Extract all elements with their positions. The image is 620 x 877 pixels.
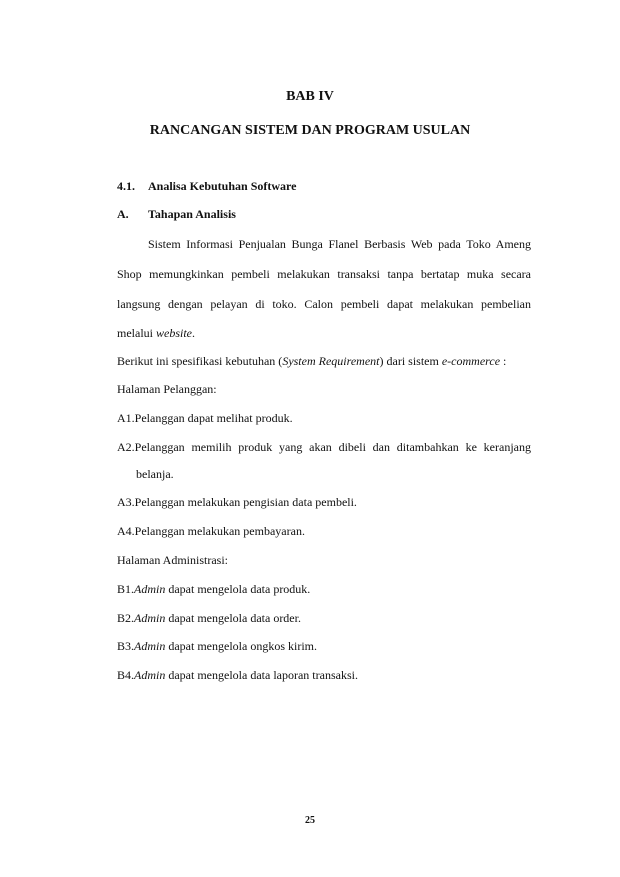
item-code: B4. bbox=[117, 668, 135, 682]
chapter-heading: BAB IV bbox=[286, 89, 334, 104]
item-code: A4. bbox=[117, 524, 135, 538]
item-code: A3. bbox=[117, 495, 135, 509]
list-item bbox=[117, 610, 531, 626]
item-italic: Admin bbox=[134, 639, 166, 653]
paragraph-line-3: langsung dengan pelayan di toko. Calon pembeli dapat melakukan pembelian bbox=[117, 297, 531, 311]
item-text: dapat mengelola data produk. bbox=[165, 582, 311, 596]
paragraph-line-4-suffix: . bbox=[192, 326, 195, 340]
item-code: A1. bbox=[117, 411, 135, 425]
item-text: dapat mengelola data order. bbox=[165, 611, 301, 625]
section-title: Analisa Kebutuhan Software bbox=[148, 179, 297, 193]
spec-intro bbox=[117, 353, 531, 369]
paragraph-line-4-italic: website bbox=[156, 326, 192, 340]
list-item-continuation: belanja. bbox=[136, 467, 174, 481]
list-item bbox=[117, 523, 531, 539]
item-code: B3. bbox=[117, 639, 135, 653]
item-text: Pelanggan melakukan pengisian data pembeli. bbox=[134, 495, 357, 509]
page-number: 25 bbox=[305, 815, 315, 826]
section-number: 4.1. bbox=[117, 179, 135, 193]
list-item bbox=[117, 439, 531, 455]
list-item bbox=[117, 581, 531, 597]
spec-intro-italic-1: System Requirement bbox=[282, 354, 380, 368]
item-text: Pelanggan dapat melihat produk. bbox=[134, 411, 293, 425]
item-text: Pelanggan memilih produk yang akan dibeli dan ditambahkan ke keranjang bbox=[134, 440, 531, 454]
item-text: dapat mengelola data laporan transaksi. bbox=[165, 668, 358, 682]
spec-intro-prefix: Berikut ini spesifikasi kebutuhan ( bbox=[117, 354, 283, 368]
paragraph-line-2: Shop memungkinkan pembeli melakukan transaksi tanpa bertatap muka secara bbox=[117, 267, 531, 281]
admin-heading: Halaman Administrasi: bbox=[117, 553, 228, 567]
customer-heading: Halaman Pelanggan: bbox=[117, 382, 217, 396]
paragraph-line-4 bbox=[117, 325, 531, 341]
item-italic: Admin bbox=[134, 668, 166, 682]
item-code: B1. bbox=[117, 582, 135, 596]
paragraph-line-1: Sistem Informasi Penjualan Bunga Flanel Berbasis Web pada Toko Ameng bbox=[148, 237, 531, 251]
spec-intro-middle: ) dari sistem bbox=[379, 354, 442, 368]
section-heading bbox=[117, 178, 531, 194]
item-code: B2. bbox=[117, 611, 135, 625]
chapter-title: RANCANGAN SISTEM DAN PROGRAM USULAN bbox=[149, 123, 471, 138]
item-text: Pelanggan melakukan pembayaran. bbox=[134, 524, 305, 538]
spec-intro-italic-2: e-commerce bbox=[441, 354, 501, 368]
list-item bbox=[117, 667, 531, 683]
list-item bbox=[117, 494, 531, 510]
subsection-title: Tahapan Analisis bbox=[148, 207, 236, 221]
item-italic: Admin bbox=[134, 611, 166, 625]
item-italic: Admin bbox=[134, 582, 166, 596]
list-item bbox=[117, 638, 531, 654]
list-item bbox=[117, 410, 531, 426]
paragraph-line-4-prefix: melalui bbox=[117, 326, 156, 340]
item-code: A2. bbox=[117, 440, 135, 454]
subsection-heading bbox=[117, 206, 531, 222]
subsection-letter: A. bbox=[117, 207, 129, 221]
spec-intro-suffix: : bbox=[500, 354, 507, 368]
item-text: dapat mengelola ongkos kirim. bbox=[165, 639, 317, 653]
